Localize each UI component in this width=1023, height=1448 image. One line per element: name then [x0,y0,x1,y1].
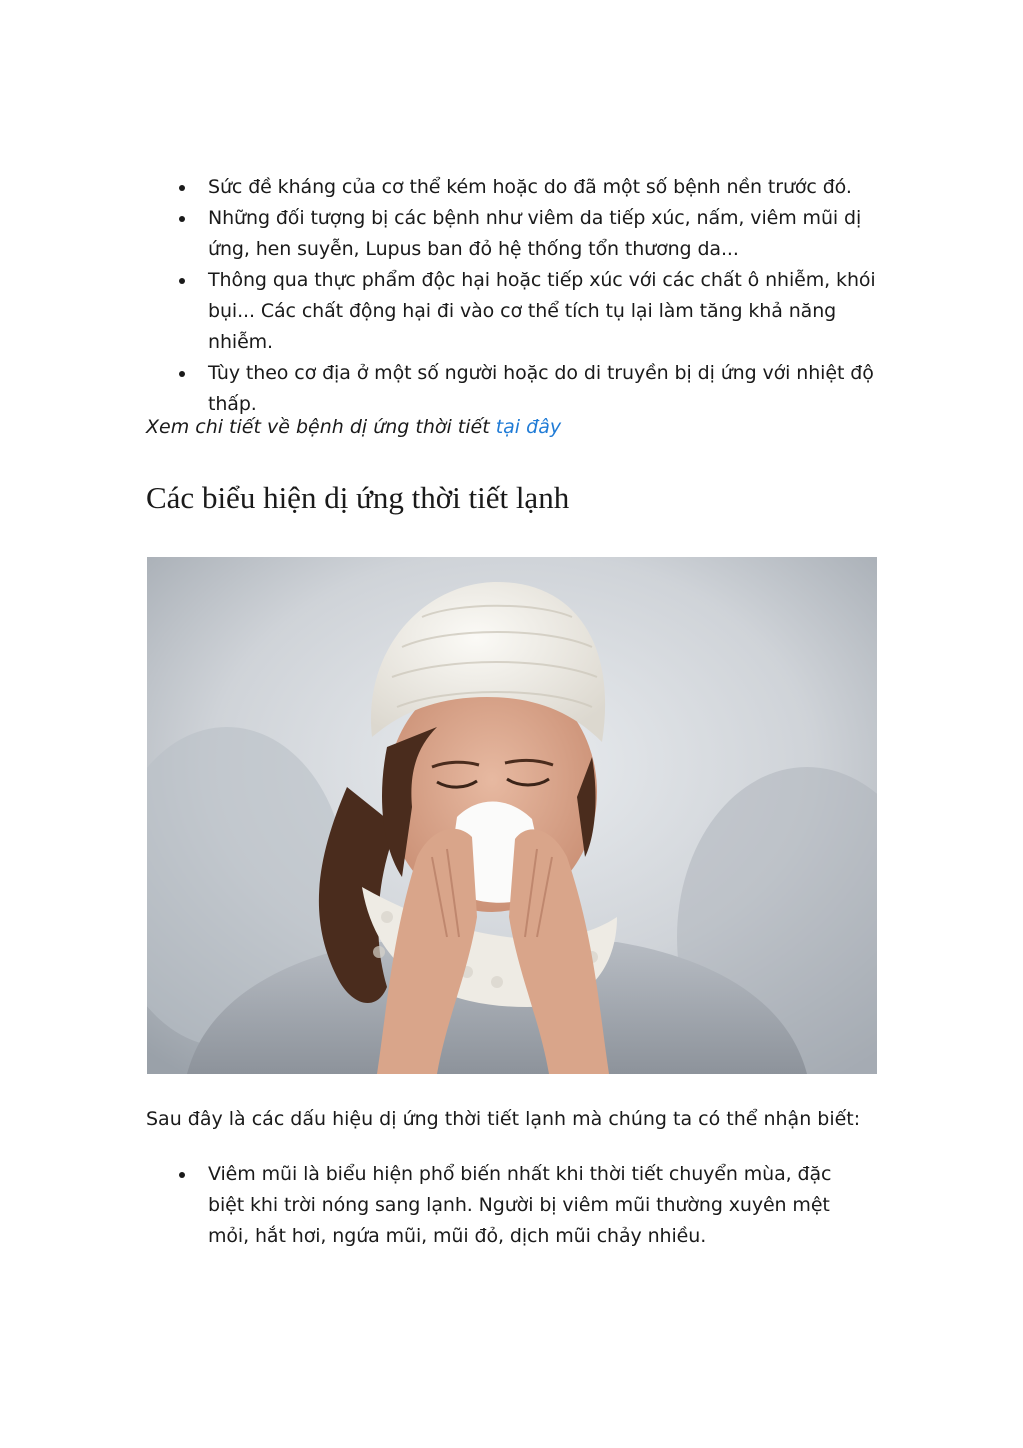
list-item-text: Tùy theo cơ địa ở một số người hoặc do di truyền bị dị ứng với nhiệt độ thấp. [208,362,874,415]
bullet-icon [179,185,185,191]
list-item [146,172,886,203]
intro-text: Sau đây là các dấu hiệu dị ứng thời tiết lạnh mà chúng ta có thể nhận biết: [146,1108,861,1130]
list-item-text: Sức đề kháng của cơ thể kém hoặc do đã một số bệnh nền trước đó. [208,176,852,198]
bullet-icon [179,1172,185,1178]
bullet-icon [179,216,185,222]
bullet-icon [179,278,185,284]
list-item [146,358,886,420]
list-item-text: Thông qua thực phẩm độc hại hoặc tiếp xúc với các chất ô nhiễm, khói bụi... Các chất động hại đi vào cơ thể tích tụ lại làm tăng khả năng nhiễm. [208,269,876,353]
list-item-text: Viêm mũi là biểu hiện phổ biến nhất khi thời tiết chuyển mùa, đặc biệt khi trời nóng sang lạnh. Người bị viêm mũi thường xuyên mệt mỏi, hắt hơi, ngứa mũi, mũi đỏ, dịch mũi chảy nhiều. [208,1163,832,1247]
list-item [146,203,886,265]
bullet-icon [179,371,185,377]
note-text: Xem chi tiết về bệnh dị ứng thời tiết [146,416,496,438]
list-item-text: Những đối tượng bị các bệnh như viêm da tiếp xúc, nấm, viêm mũi dị ứng, hen suyễn, Lupus ban đỏ hệ thống tổn thương da... [208,207,862,260]
causes-list [146,172,886,420]
list-item [146,265,886,358]
list-item [146,1159,866,1252]
details-link[interactable]: tại đây [495,416,562,438]
woman-sneezing-photo [147,557,877,1074]
section-heading: Các biểu hiện dị ứng thời tiết lạnh [146,480,570,515]
symptoms-list [146,1159,866,1252]
see-more-note [146,412,561,443]
